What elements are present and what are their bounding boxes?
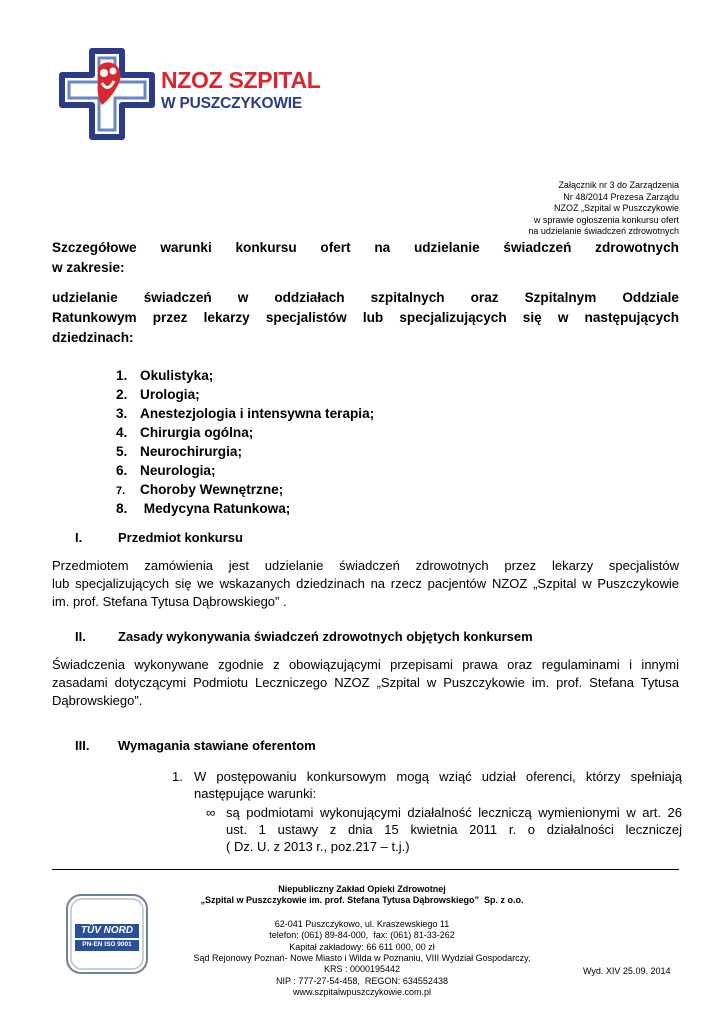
heading-line: dziedzinach: bbox=[52, 330, 134, 345]
logo-subtitle: W PUSZCZYKOWIE bbox=[161, 95, 302, 112]
logo-title: NZOZ SZPITAL bbox=[161, 67, 321, 93]
list-label: Neurochirurgia; bbox=[140, 444, 242, 459]
list-number: 1. bbox=[172, 769, 183, 784]
heading-line: Ratunkowym przez lekarzy specjalistów lub specjalizujących się w następujących bbox=[52, 310, 679, 325]
section-title-3 bbox=[75, 738, 316, 753]
list-label: Chirurgia ogólna; bbox=[140, 425, 254, 440]
specialties-list bbox=[116, 366, 374, 518]
footer-info bbox=[162, 884, 562, 999]
heading-line: udzielanie świadczeń w oddziałach szpitalnych oraz Szpitalnym Oddziale bbox=[52, 290, 679, 305]
list-number: 8. bbox=[116, 501, 128, 516]
list-label: Okulistyka; bbox=[140, 368, 214, 383]
heading-line: Szczegółowe warunki konkursu ofert na udzielanie świadczeń zdrowotnych bbox=[52, 240, 679, 255]
certificate-standard: PN-EN ISO 9001 bbox=[82, 941, 132, 948]
heading-line: w zakresie: bbox=[52, 260, 125, 275]
list-item bbox=[116, 461, 374, 480]
footer-phone: telefon: (061) 89-84-000, fax: (061) 81-33-262 bbox=[269, 930, 455, 941]
paragraph-rules bbox=[52, 656, 679, 710]
footer-org: „Szpital w Puszczykowie im. prof. Stefana Tytusa Dąbrowskiego” Sp. z o.o. bbox=[200, 895, 524, 906]
annex-line: Załącznik nr 3 do Zarządzenia bbox=[558, 180, 679, 190]
list-item bbox=[116, 442, 374, 461]
hospital-logo bbox=[58, 47, 321, 142]
paragraph-line: Świadczenia wykonywane zgodnie z obowiązującymi przepisami prawa oraz regulaminami i innymi bbox=[52, 657, 679, 672]
footer-org: Niepubliczny Zakład Opieki Zdrowotnej bbox=[278, 884, 446, 894]
section-number: III. bbox=[75, 738, 90, 753]
list-number: 7. bbox=[116, 485, 126, 497]
footer-address: 62-041 Puszczykowo, ul. Kraszewskiego 11 bbox=[274, 918, 450, 929]
list-number: 2. bbox=[116, 387, 128, 402]
bullet-line: są podmiotami wykonującymi działalność leczniczą wymienionymi w art. 26 bbox=[226, 805, 682, 820]
requirements-list bbox=[172, 768, 682, 855]
medical-cross-logo-icon bbox=[58, 47, 158, 142]
list-number: 6. bbox=[116, 463, 128, 478]
section-number: II. bbox=[75, 629, 86, 644]
requirement-line: następujące warunki: bbox=[194, 786, 317, 801]
list-item bbox=[116, 423, 374, 442]
list-item bbox=[172, 768, 682, 802]
list-label: Choroby Wewnętrzne; bbox=[140, 482, 284, 497]
footer-krs: KRS : 0000195442 bbox=[323, 964, 401, 975]
list-label: Anestezjologia i intensywna terapia; bbox=[140, 406, 375, 421]
bullet-line: ( Dz. U. z 2013 r., poz.217 – t.j.) bbox=[226, 839, 410, 854]
paragraph-line: zasadami dotyczącymi Podmiotu Leczniczego NZOZ „Szpital w Puszczykowie im. prof. Stefana Tytusa bbox=[52, 675, 679, 690]
list-number: 1. bbox=[116, 368, 128, 383]
footer-capital: Kapitał zakładowy: 66 611 000, 00 zł bbox=[289, 941, 435, 952]
footer-court: Sąd Rejonowy Poznań- Nowe Miasto i Wilda w Poznaniu, VIII Wydział Gospodarczy, bbox=[193, 953, 531, 964]
infinity-bullet-icon: ∞ bbox=[206, 805, 216, 820]
list-number: 5. bbox=[116, 444, 128, 459]
scope-heading bbox=[52, 288, 679, 348]
annex-line: w sprawie ogłoszenia konkursu ofert bbox=[533, 214, 679, 225]
annex-line: NZOZ „Szpital w Puszczykowie bbox=[553, 203, 679, 214]
list-label: Urologia; bbox=[140, 387, 200, 402]
section-label: Wymagania stawiane oferentom bbox=[118, 738, 316, 753]
annex-header bbox=[439, 180, 679, 238]
section-title-2 bbox=[75, 629, 533, 644]
list-item bbox=[116, 366, 374, 385]
section-label: Przedmiot konkursu bbox=[118, 530, 243, 545]
list-item bbox=[116, 385, 374, 404]
annex-line: na udzielanie świadczeń zdrowotnych bbox=[528, 226, 679, 237]
list-item bbox=[116, 404, 374, 423]
certificate-brand: TÜV NORD bbox=[80, 925, 134, 936]
tuv-certificate-badge bbox=[65, 893, 149, 975]
annex-line: Nr 48/2014 Prezesa Zarządu bbox=[563, 191, 679, 202]
footer-nip: NIP : 777-27-54-458, REGON: 634552438 bbox=[276, 975, 448, 986]
footer-divider bbox=[52, 869, 679, 870]
list-label: Medycyna Ratunkowa; bbox=[140, 501, 291, 516]
list-item bbox=[116, 499, 374, 518]
paragraph-subject bbox=[52, 557, 679, 611]
document-heading bbox=[52, 238, 679, 278]
footer-website: www.szpitalwpuszczykowie.com.pl bbox=[292, 987, 432, 998]
section-label: Zasady wykonywania świadczeń zdrowotnych objętych konkursem bbox=[118, 629, 533, 644]
bullet-line: ust. 1 ustawy z dnia 15 kwietnia 2011 r. o działalności leczniczej bbox=[226, 822, 682, 837]
section-title-1 bbox=[75, 530, 243, 545]
list-item bbox=[116, 480, 374, 499]
list-number: 4. bbox=[116, 425, 128, 440]
paragraph-line: Przedmiotem zamówienia jest udzielanie świadczeń zdrowotnych przez lekarzy specjalistów bbox=[52, 558, 679, 573]
bullet-item bbox=[206, 804, 682, 855]
paragraph-line: lub specjalizujących się we wskazanych dziedzinach na rzecz pacjentów NZOZ „Szpital w Puszczykowie bbox=[52, 576, 679, 591]
paragraph-line: Dąbrowskiego”. bbox=[52, 693, 143, 708]
list-label: Neurologia; bbox=[140, 463, 216, 478]
requirement-line: W postępowaniu konkursowym mogą wziąć udział oferenci, którzy spełniają bbox=[194, 769, 682, 784]
paragraph-line: im. prof. Stefana Tytusa Dąbrowskiego” . bbox=[52, 594, 287, 609]
edition-label: Wyd. XIV 25.09. 2014 bbox=[583, 966, 671, 976]
list-number: 3. bbox=[116, 406, 128, 421]
section-number: I. bbox=[75, 530, 83, 545]
